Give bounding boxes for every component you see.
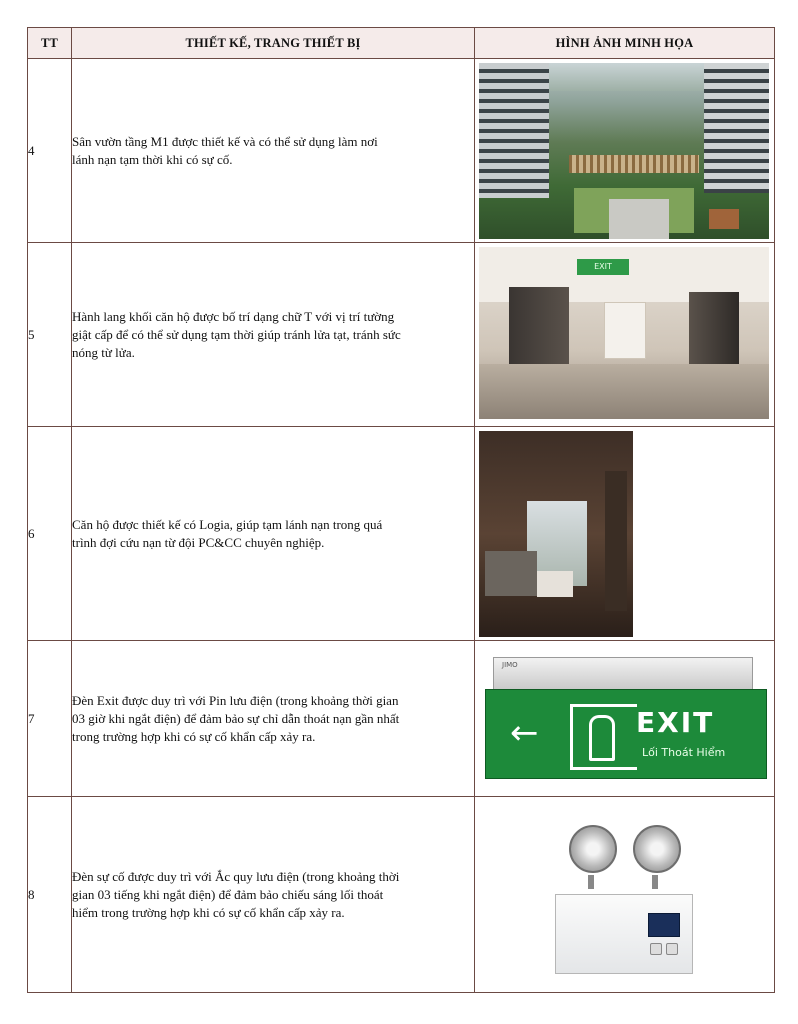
description-line: giật cấp để có thể sử dụng tạm thời giúp tránh lửa tạt, tránh sức [72, 326, 401, 342]
apartment-interior-photo [479, 431, 633, 637]
row-image-cell [475, 797, 775, 993]
lamp-right-icon [633, 825, 681, 873]
row-number: 8 [28, 797, 72, 993]
running-man-icon [570, 704, 637, 770]
description-line: gian 03 tiếng khi ngắt điện) để đảm bảo chiếu sáng lối thoát [72, 886, 384, 902]
arrow-left-icon: ← [510, 713, 539, 753]
description-line: Đèn sự cố được duy trì với Ắc quy lưu điện (trong khoảng thời [72, 868, 400, 884]
header-design: THIẾT KẾ, TRANG THIẾT BỊ [72, 28, 475, 59]
lamp-left-icon [569, 825, 617, 873]
exit-sign-photo [479, 647, 771, 789]
exit-sign-text: EXIT [577, 259, 629, 275]
rooftop-garden-photo [479, 63, 769, 239]
emergency-light-photo [515, 817, 731, 977]
corridor-photo [479, 247, 769, 419]
row-description [72, 427, 475, 641]
row-number: 7 [28, 641, 72, 797]
description-line: Căn hộ được thiết kế có Logia, giúp tạm lánh nạn trong quá [72, 516, 383, 532]
exit-subtext: Lối Thoát Hiểm [642, 746, 726, 759]
table-row [28, 243, 775, 427]
brand-text: JIMO [502, 661, 518, 669]
row-number: 6 [28, 427, 72, 641]
table-row [28, 641, 775, 797]
header-image: HÌNH ẢNH MINH HỌA [475, 28, 775, 59]
description-line: lánh nạn tạm thời khi có sự cố. [72, 151, 233, 167]
row-description [72, 59, 475, 243]
row-image-cell [475, 427, 775, 641]
exit-word: EXIT [636, 706, 715, 739]
table-header-row [28, 28, 775, 59]
row-number: 5 [28, 243, 72, 427]
table-row [28, 797, 775, 993]
row-image-cell [475, 243, 775, 427]
row-description [72, 243, 475, 427]
header-tt: TT [28, 28, 72, 59]
description-line: hiểm trong trường hợp khi có sự cố khẩn cấp xảy ra. [72, 904, 345, 920]
equipment-table [27, 27, 775, 993]
description-line: Hành lang khối căn hộ được bố trí dạng chữ T với vị trí tường [72, 308, 395, 324]
table-row [28, 59, 775, 243]
table-row [28, 427, 775, 641]
description-line: trong trường hợp khi có sự cố khẩn cấp xảy ra. [72, 728, 316, 744]
description-line: nóng từ lửa. [72, 344, 135, 360]
row-description [72, 797, 475, 993]
row-description [72, 641, 475, 797]
description-line: Đèn Exit được duy trì với Pin lưu điện (trong khoảng thời gian [72, 692, 399, 708]
battery-unit [555, 894, 693, 974]
description-line: Sân vườn tầng M1 được thiết kế và có thể sử dụng làm nơi [72, 133, 378, 149]
description-line: 03 giờ khi ngắt điện) để đảm bảo sự chỉ dẫn thoát nạn gần nhất [72, 710, 400, 726]
description-line: trình đợi cứu nạn từ đội PC&CC chuyên nghiệp. [72, 534, 325, 550]
row-image-cell [475, 641, 775, 797]
row-image-cell [475, 59, 775, 243]
row-number: 4 [28, 59, 72, 243]
